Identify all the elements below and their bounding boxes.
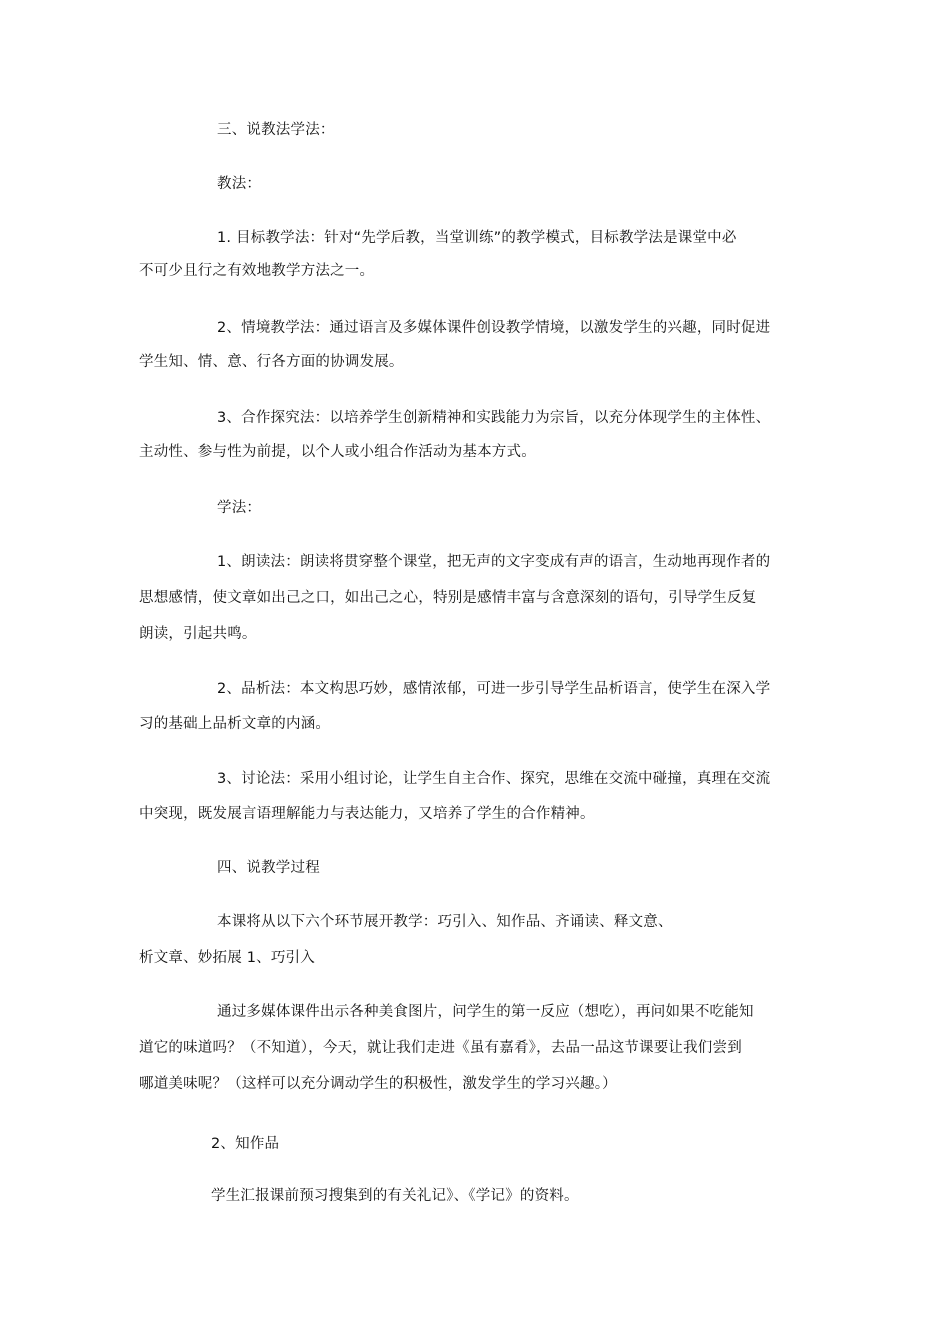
- paragraph-line: 哪道美味呢？（这样可以充分调动学生的积极性，激发学生的学习兴趣。）: [139, 1076, 617, 1092]
- paragraph-line: 本课将从以下六个环节展开教学：巧引入、知作品、齐诵读、释文意、: [217, 914, 673, 930]
- subheading-learning: 学法：: [217, 500, 262, 516]
- paragraph-line: 不可少且行之有效地教学方法之一。: [139, 263, 375, 279]
- paragraph-line: 1、朗读法：朗读将贯穿整个课堂，把无声的文字变成有声的语言，生动地再现作者的: [217, 554, 771, 570]
- paragraph-line: 道它的味道吗？（不知道），今天，就让我们走进《虽有嘉肴》，去品一品这节课要让我们尝到: [139, 1040, 742, 1056]
- paragraph-line: 学生知、情、意、行各方面的协调发展。: [139, 354, 404, 370]
- paragraph-line: 2、品析法：本文构思巧妙，感情浓郁，可进一步引导学生品析语言，使学生在深入学: [217, 681, 771, 697]
- paragraph-line: 主动性、参与性为前提，以个人或小组合作活动为基本方式。: [139, 444, 536, 460]
- paragraph-line: 析文章、妙拓展 1、巧引入: [139, 950, 315, 966]
- paragraph-line: 思想感情，使文章如出己之口，如出己之心，特别是感情丰富与含意深刻的语句，引导学生反复: [139, 590, 757, 606]
- paragraph-line: 中突现，既发展言语理解能力与表达能力，又培养了学生的合作精神。: [139, 806, 595, 822]
- section-heading-teaching-process: 四、说教学过程: [217, 860, 320, 876]
- paragraph-line: 通过多媒体课件出示各种美食图片，问学生的第一反应（想吃），再问如果不吃能知: [217, 1004, 754, 1020]
- paragraph-line: 学生汇报课前预习搜集到的有关礼记》、《学记》的资料。: [211, 1188, 579, 1204]
- section-heading-teaching-methods: 三、说教法学法：: [217, 122, 335, 138]
- paragraph-line: 朗读，引起共鸣。: [139, 626, 257, 642]
- subheading-teaching: 教法：: [217, 176, 262, 192]
- paragraph-line: 3、合作探究法：以培养学生创新精神和实践能力为宗旨，以充分体现学生的主体性、: [217, 410, 771, 426]
- paragraph-line: 1. 目标教学法：针对“先学后教，当堂训练”的教学模式，目标教学法是课堂中必: [217, 230, 737, 246]
- paragraph-line: 2、情境教学法：通过语言及多媒体课件创设教学情境，以激发学生的兴趣，同时促进: [217, 320, 771, 336]
- paragraph-line: 3、讨论法：采用小组讨论，让学生自主合作、探究，思维在交流中碰撞，真理在交流: [217, 771, 771, 787]
- subheading-know-the-work: 2、知作品: [211, 1136, 280, 1152]
- paragraph-line: 习的基础上品析文章的内涵。: [139, 716, 331, 732]
